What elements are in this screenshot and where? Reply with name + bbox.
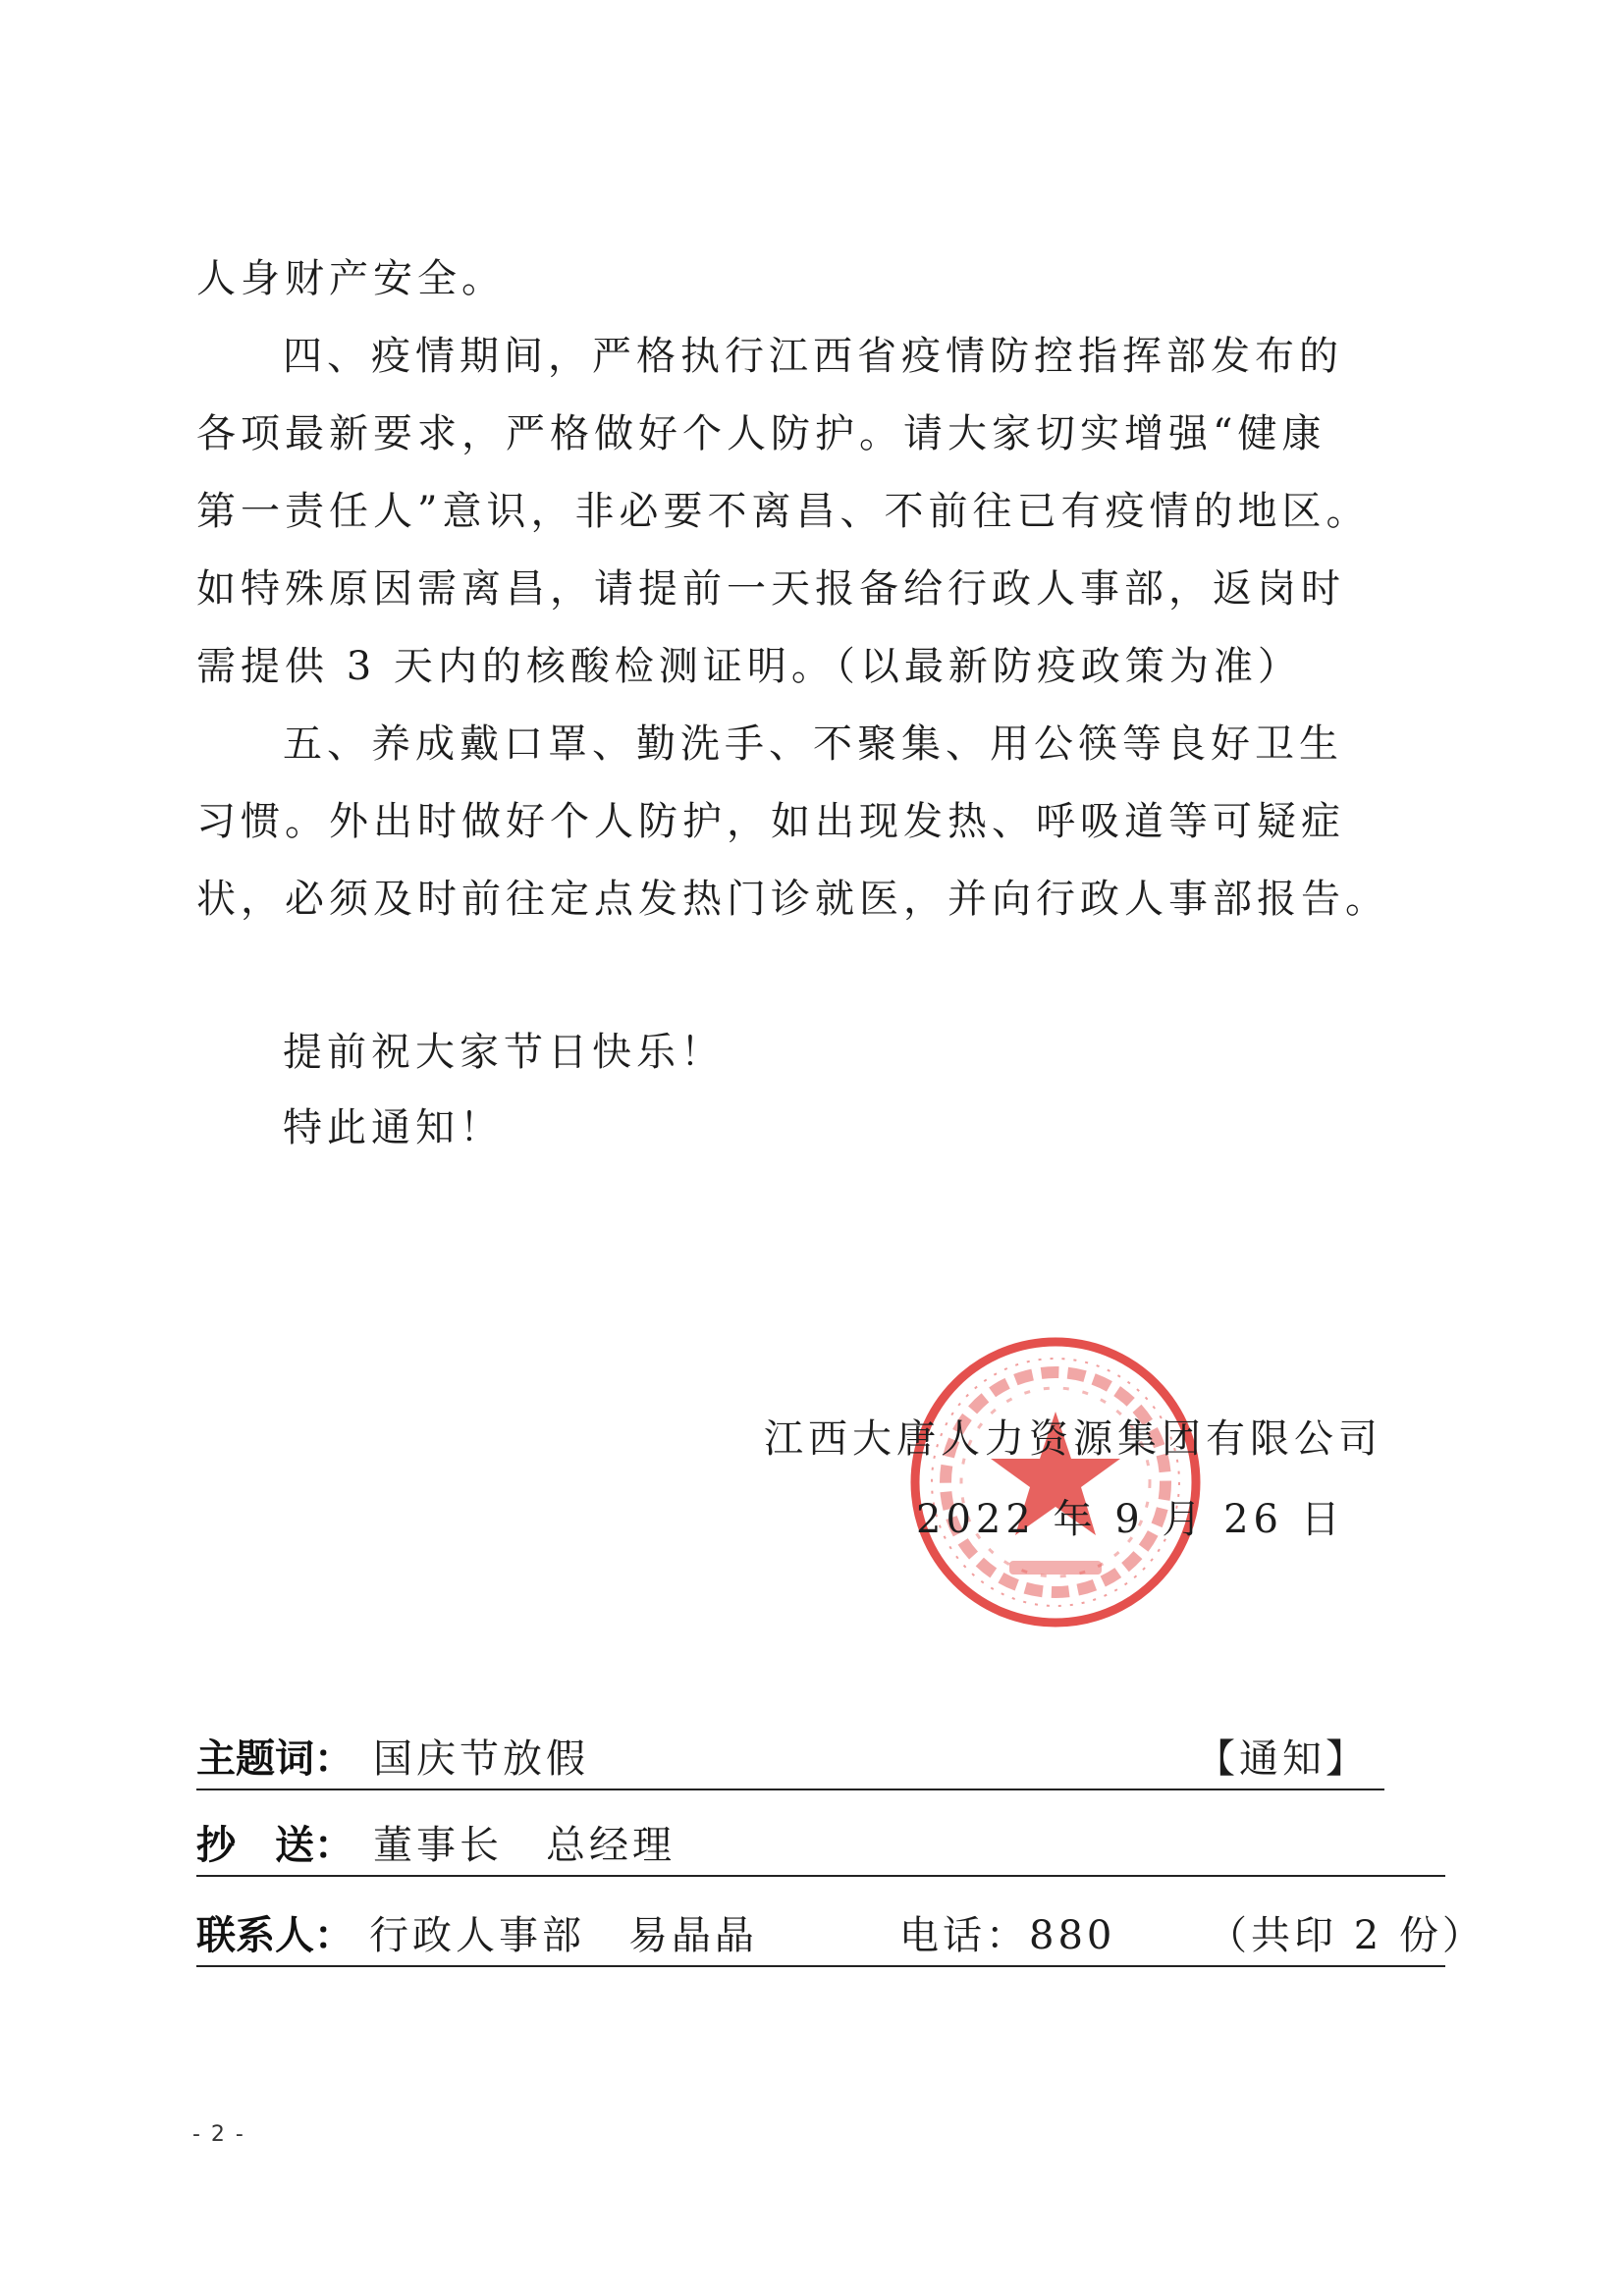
page-number: - 2 - <box>192 2122 245 2147</box>
print-copies: （共印 2 份） <box>1208 1913 1486 1958</box>
signature-company: 江西大唐人力资源集团有限公司 <box>764 1416 1382 1462</box>
keywords-label: 主题词： <box>196 1736 353 1782</box>
cc-value: 董事长 总经理 <box>373 1823 676 1868</box>
cc-label: 抄 送： <box>196 1823 353 1868</box>
paragraph-four-line-4: 如特殊原因需离昌，请提前一天报备给行政人事部，返岗时 <box>196 566 1345 612</box>
contact-value: 行政人事部 易晶晶 <box>369 1913 758 1958</box>
paragraph-four-line-2: 各项最新要求，严格做好个人防护。请大家切实增强“健康 <box>196 411 1326 456</box>
document-type: 【通知】 <box>1196 1736 1369 1782</box>
company-seal <box>903 1296 1208 1649</box>
contact-phone: 电话：880 <box>899 1913 1116 1958</box>
paragraph-four-line-5: 需提供 3 天内的核酸检测证明。（以最新防疫政策为准） <box>196 644 1302 689</box>
closing-wish: 提前祝大家节日快乐！ <box>283 1030 725 1075</box>
signature-date: 2022 年 9 月 26 日 <box>916 1497 1345 1542</box>
keywords-value: 国庆节放假 <box>373 1736 589 1782</box>
footer-divider <box>196 1789 1384 1790</box>
contact-label: 联系人： <box>196 1913 353 1958</box>
footer-divider <box>196 1965 1445 1967</box>
footer-contact-row <box>196 1910 1486 1969</box>
body-line-1: 人身财产安全。 <box>196 256 506 301</box>
footer-cc-row <box>196 1820 1445 1879</box>
closing-notice: 特此通知！ <box>283 1105 504 1150</box>
footer-divider <box>196 1875 1445 1877</box>
paragraph-five-line-3: 状，必须及时前往定点发热门诊就医，并向行政人事部报告。 <box>196 877 1389 922</box>
paragraph-four-line-1: 四、疫情期间，严格执行江西省疫情防控指挥部发布的 <box>283 334 1343 379</box>
paragraph-five-line-2: 习惯。外出时做好个人防护，如出现发热、呼吸道等可疑症 <box>196 799 1345 844</box>
paragraph-four-line-3: 第一责任人”意识，非必要不离昌、不前往已有疫情的地区。 <box>196 489 1371 534</box>
paragraph-five-line-1: 五、养成戴口罩、勤洗手、不聚集、用公筷等良好卫生 <box>283 721 1343 767</box>
footer-keywords-row <box>196 1734 1384 1792</box>
